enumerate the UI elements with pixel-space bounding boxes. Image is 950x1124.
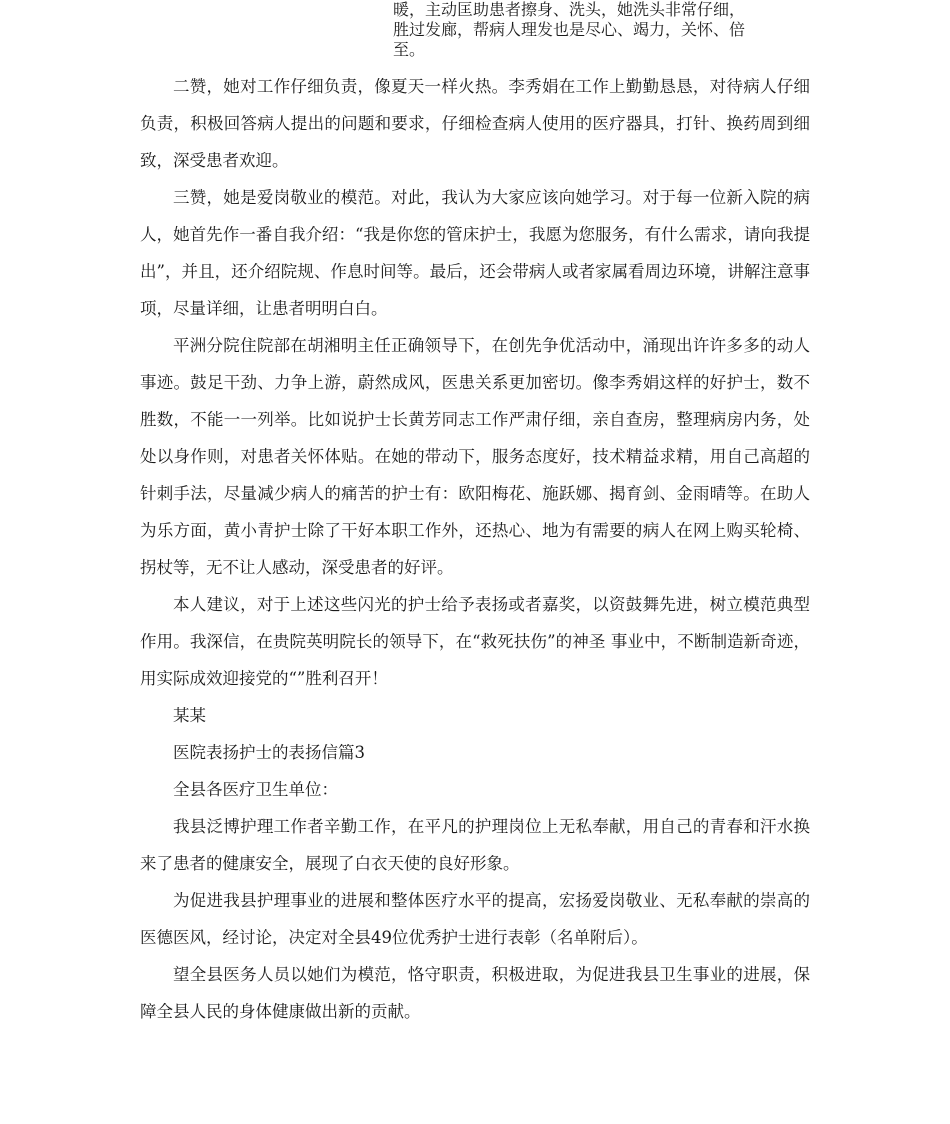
paragraph-recommendation: 本人建议，对于上述这些闪光的护士给予表扬或者嘉奖，以资鼓舞先进，树立模范典型作用。我深信，在贵院英明院长的领导下，在“救死扶伤”的神圣 事业中，不断制造新奇迹，用实际成效迎接党的“”胜利召开！ [140,595,810,688]
paragraph-third-praise: 三赞，她是爱岗敬业的模范。对此，我认为大家应该向她学习。对于每一位新入院的病人，她首先作一番自我介绍：“我是你您的管床护士，我愿为您服务，有什么需求，请向我提出”，并且，还介绍院规、作息时间等。最后，还会带病人或者家属看周边环境，讲解注意事项，尽量详细，让患者明明白白。 [140,188,810,318]
fragment-line: 至。 [393,40,426,59]
paragraph-nurses-dedication: 我县泛博护理工作者辛勤工作，在平凡的护理岗位上无私奉献，用自己的青春和汗水换来了患者的健康安全，展现了白衣天使的良好形象。 [140,817,810,873]
section-title: 医院表扬护士的表扬信篇3 [173,743,365,762]
salutation: 全县各医疗卫生单位： [173,780,338,799]
signature: 某某 [173,706,206,725]
continued-text-fragment [393,0,813,60]
paragraph-commendation-decision: 为促进我县护理事业的进展和整体医疗水平的提高，宏扬爱岗敬业、无私奉献的崇高的医德医风，经讨论，决定对全县49位优秀护士进行表彰（名单附后）。 [140,891,810,947]
document-body [140,68,810,1030]
fragment-line: 胜过发廊，帮病人理发也是尽心、竭力，关怀、倍 [393,20,746,39]
paragraph-call-to-action: 望全县医务人员以她们为模范，恪守职责，积极进取，为促进我县卫生事业的进展，保障全县人民的身体健康做出新的贡献。 [140,965,810,1021]
paragraph-department-deeds: 平洲分院住院部在胡湘明主任正确领导下，在创先争优活动中，涌现出许许多多的动人事迹。鼓足干劲、力争上游，蔚然成风，医患关系更加密切。像李秀娟这样的好护士，数不胜数，不能一一列举。比如说护士长黄芳同志工作严肃仔细，亲自查房，整理病房内务，处处以身作则，对患者关怀体贴。在她的带动下，服务态度好，技术精益求精，用自己高超的针刺手法，尽量减少病人的痛苦的护士有：欧阳梅花、施跃娜、揭育剑、金雨晴等。在助人为乐方面，黄小青护士除了干好本职工作外，还热心、地为有需要的病人在网上购买轮椅、拐杖等，无不让人感动，深受患者的好评。 [140,336,810,577]
fragment-line: 暖，主动匡助患者擦身、洗头，她洗头非常仔细， [393,0,746,19]
paragraph-second-praise: 二赞，她对工作仔细负责，像夏天一样火热。李秀娟在工作上勤勤恳恳，对待病人仔细负责，积极回答病人提出的问题和要求，仔细检查病人使用的医疗器具，打针、换药周到细致，深受患者欢迎。 [140,77,810,170]
